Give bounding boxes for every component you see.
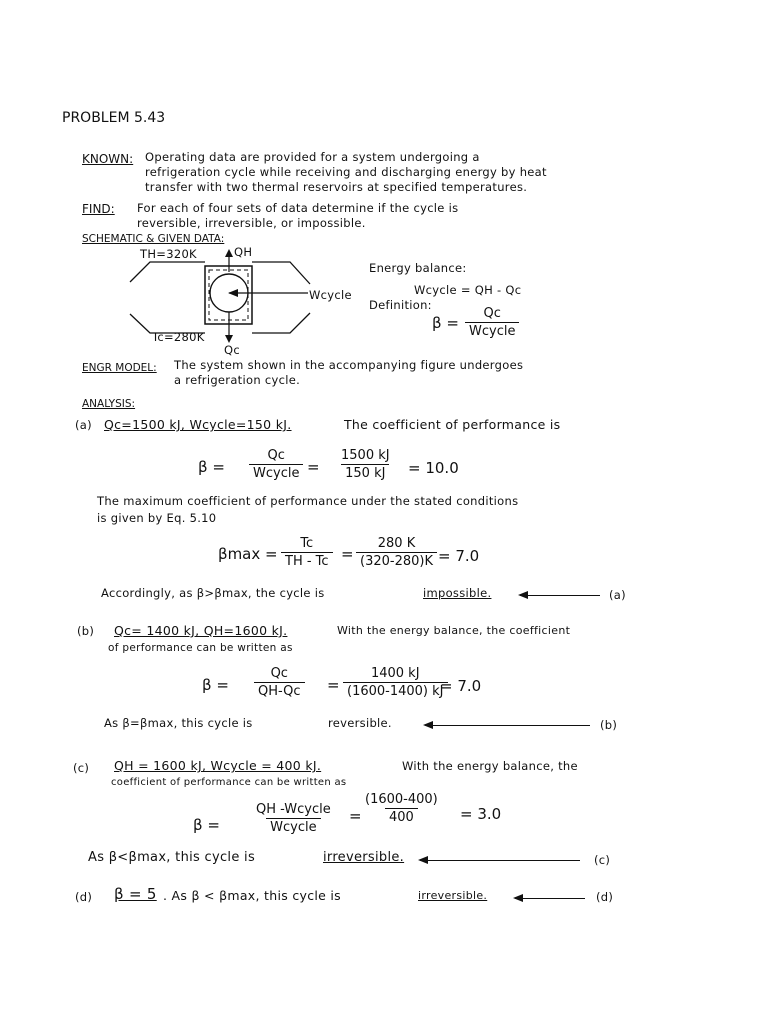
part-c-f2-den: 400	[385, 808, 418, 825]
part-a-f3-den: TH - Tc	[281, 552, 333, 569]
find-line-1: For each of four sets of data determine if the cycle is	[137, 201, 459, 215]
analysis-label: ANALYSIS:	[82, 398, 136, 410]
part-a-f4-den: (320-280)K	[356, 552, 437, 569]
energy-balance-eq: Wcycle = QH - Qc	[414, 283, 522, 297]
part-b-line-2: of performance can be written as	[108, 642, 293, 654]
part-d-mark: (d)	[596, 890, 614, 904]
part-b-text: With the energy balance, the coefficient	[337, 624, 571, 637]
part-c-line-2: coefficient of performance can be written as	[111, 777, 347, 788]
part-c-f1-den: Wcycle	[266, 818, 320, 835]
part-a-f2-num: 1500 kJ	[341, 448, 390, 463]
part-c-fraction-2	[361, 792, 442, 825]
definition-denominator: Wcycle	[465, 322, 519, 339]
part-a-given: Qc=1500 kJ, Wcycle=150 kJ.	[104, 417, 292, 432]
model-line-1: The system shown in the accompanying figure undergoes	[174, 358, 524, 372]
definition-label: Definition:	[369, 298, 432, 312]
part-a-f1-den: Wcycle	[249, 464, 303, 481]
part-c-fraction-1	[252, 802, 335, 835]
part-a-result: = 10.0	[408, 459, 459, 477]
part-a-text: The coefficient of performance is	[344, 417, 561, 432]
part-b-f2-den: (1600-1400) kJ	[343, 682, 448, 699]
part-a-f4-num: 280 K	[377, 536, 416, 551]
part-b-conclusion: As β=βmax, this cycle is	[104, 716, 253, 730]
part-c-equals: =	[349, 807, 362, 825]
part-c-conclusion: As β<βmax, this cycle is	[88, 850, 256, 865]
part-b-tag: (b)	[77, 624, 95, 638]
part-c-text: With the energy balance, the	[402, 759, 578, 773]
part-a-fraction-2	[337, 448, 394, 481]
part-b-mark: (b)	[600, 718, 618, 732]
cold-reservoir-temp: Tc=280K	[152, 330, 205, 344]
part-a-equals: =	[307, 458, 320, 476]
part-a-f2-den: 150 kJ	[341, 464, 389, 481]
part-a-beta-max: βmax =	[218, 545, 278, 563]
part-a-arrow	[520, 595, 600, 596]
find-line-2: reversible, irreversible, or impossible.	[137, 216, 366, 230]
part-c-f2-num: (1600-400)	[365, 792, 438, 807]
part-a-fraction-1	[249, 448, 303, 481]
part-d-conclusion: . As β < βmax, this cycle is	[163, 888, 341, 903]
part-b-fraction-1	[254, 666, 305, 699]
problem-title: PROBLEM 5.43	[62, 110, 166, 126]
part-a-verdict: impossible.	[423, 586, 492, 600]
part-b-fraction-2	[343, 666, 448, 699]
part-a-tag: (a)	[75, 418, 92, 432]
part-b-result: = 7.0	[440, 677, 482, 695]
part-b-f2-num: 1400 kJ	[370, 666, 420, 681]
part-b-equals: =	[327, 676, 340, 694]
part-a-equals-2: =	[341, 545, 354, 563]
part-a-conclusion: Accordingly, as β>βmax, the cycle is	[101, 586, 325, 600]
find-label: FIND:	[82, 202, 115, 216]
known-line-3: transfer with two thermal reservoirs at specified temperatures.	[145, 180, 528, 194]
part-d-given: β = 5	[114, 885, 157, 903]
part-d-verdict: irreversible.	[418, 889, 488, 902]
part-c-beta: β =	[193, 816, 220, 834]
definition-numerator: Qc	[483, 306, 501, 321]
energy-balance-label: Energy balance:	[369, 261, 467, 275]
part-b-given: Qc= 1400 kJ, QH=1600 kJ.	[114, 623, 288, 638]
part-c-f1-num: QH -Wcycle	[256, 802, 331, 817]
wcycle-label: Wcycle	[309, 288, 352, 302]
part-a-beta: β =	[198, 458, 225, 476]
part-c-mark: (c)	[594, 853, 611, 867]
qh-label: QH	[234, 245, 253, 259]
part-d-tag: (d)	[75, 890, 93, 904]
part-b-arrow	[425, 725, 590, 726]
part-b-f1-num: Qc	[270, 666, 288, 681]
part-c-arrow	[420, 860, 580, 861]
part-c-verdict: irreversible.	[323, 850, 405, 865]
definition-fraction	[465, 306, 519, 339]
part-c-given: QH = 1600 kJ, Wcycle = 400 kJ.	[114, 758, 322, 773]
part-a-line-2: The maximum coefficient of performance under the stated conditions	[97, 494, 519, 508]
part-c-tag: (c)	[73, 761, 90, 775]
hot-reservoir-temp: TH=320K	[140, 247, 197, 261]
part-a-line-3: is given by Eq. 5.10	[97, 511, 217, 525]
part-a-result-2: = 7.0	[438, 547, 480, 565]
part-a-f1-num: Qc	[267, 448, 285, 463]
part-b-verdict: reversible.	[328, 716, 392, 730]
part-b-f1-den: QH-Qc	[254, 682, 305, 699]
model-label: ENGR MODEL:	[82, 362, 157, 374]
model-line-2: a refrigeration cycle.	[174, 373, 301, 387]
part-b-beta: β =	[202, 676, 229, 694]
definition-beta: β =	[432, 314, 459, 332]
part-d-arrow	[515, 898, 585, 899]
part-a-mark: (a)	[609, 588, 626, 602]
part-a-fraction-4	[356, 536, 437, 569]
known-line-1: Operating data are provided for a system undergoing a	[145, 150, 480, 164]
qc-label: Qc	[224, 343, 240, 357]
part-a-f3-num: Tc	[300, 536, 314, 551]
schematic-label: SCHEMATIC & GIVEN DATA:	[82, 233, 225, 245]
part-c-result: = 3.0	[460, 805, 502, 823]
known-line-2: refrigeration cycle while receiving and discharging energy by heat	[145, 165, 547, 179]
known-label: KNOWN:	[82, 152, 134, 166]
part-a-fraction-3	[281, 536, 333, 569]
